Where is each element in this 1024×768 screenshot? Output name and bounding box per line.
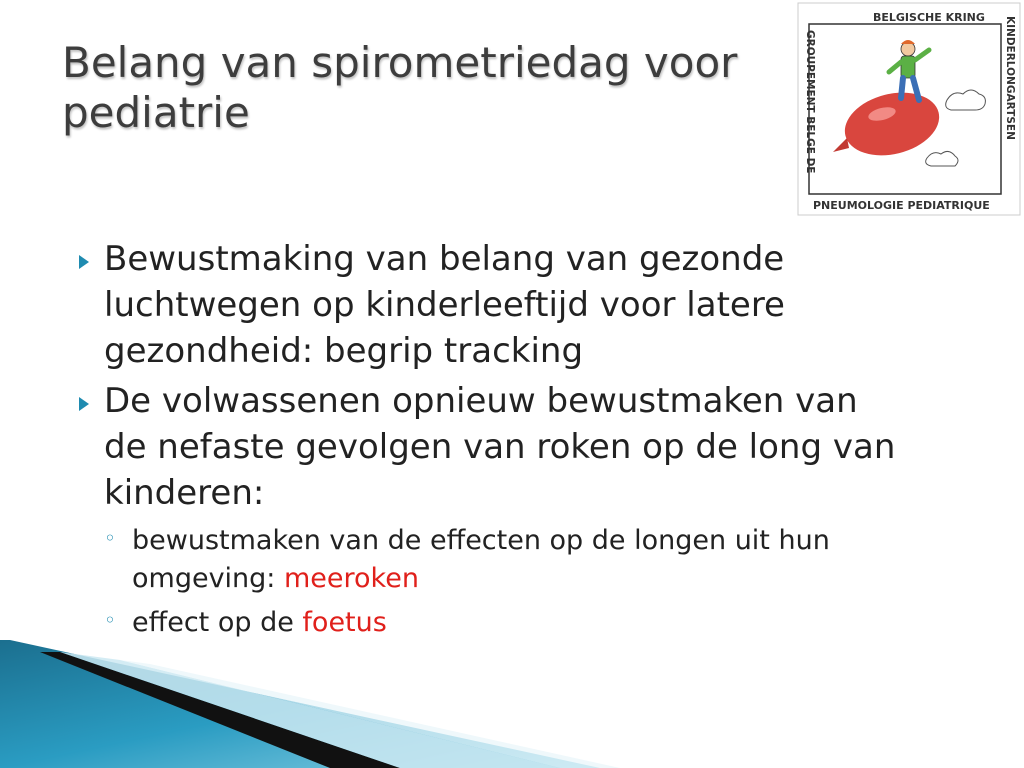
logo-bottom-text: PNEUMOLOGIE PEDIATRIQUE: [813, 199, 990, 212]
ring-icon: ◦: [104, 526, 116, 550]
sub-bullet-2-prefix: effect op de: [132, 607, 303, 638]
bullet-1-line-1: Bewustmaking van belang van gezonde: [104, 239, 785, 279]
logo-left-text: GROUPEMENT BELGE DE: [804, 30, 816, 174]
bullet-1-line-2: luchtwegen op kinderleeftijd voor latere: [104, 285, 785, 325]
highlight-foetus: foetus: [302, 607, 387, 638]
bullet-2-line-1: De volwassenen opnieuw bewustmaken van: [104, 381, 858, 421]
sub-bullet-1-prefix: omgeving:: [132, 563, 284, 594]
bullet-1: [104, 236, 984, 374]
footer-decoration: [0, 640, 1024, 768]
sub-bullet-1-line-1: bewustmaken van de effecten op de longen uit hun: [132, 525, 830, 556]
triangle-right-icon: [76, 252, 92, 272]
sub-bullet-1: [132, 522, 992, 598]
ring-icon: ◦: [104, 608, 116, 632]
bullet-1-line-3: gezondheid: begrip tracking: [104, 331, 584, 371]
highlight-meeroken: meeroken: [283, 563, 419, 594]
bullet-2-line-2: de nefaste gevolgen van roken op de long van: [104, 427, 896, 467]
sub-bullet-2: [132, 604, 992, 642]
sub-bullet-1-line-2: [132, 560, 992, 598]
bullet-2: [104, 378, 984, 516]
slide-title: Belang van spirometriedag voor pediatrie: [62, 38, 738, 137]
triangle-right-icon: [76, 394, 92, 414]
logo-right-text: KINDERLONGARTSEN: [1004, 16, 1016, 140]
bullet-2-line-3: kinderen:: [104, 473, 265, 513]
logo-top-text: BELGISCHE KRING: [873, 11, 985, 24]
bkk-logo: [797, 2, 1021, 216]
